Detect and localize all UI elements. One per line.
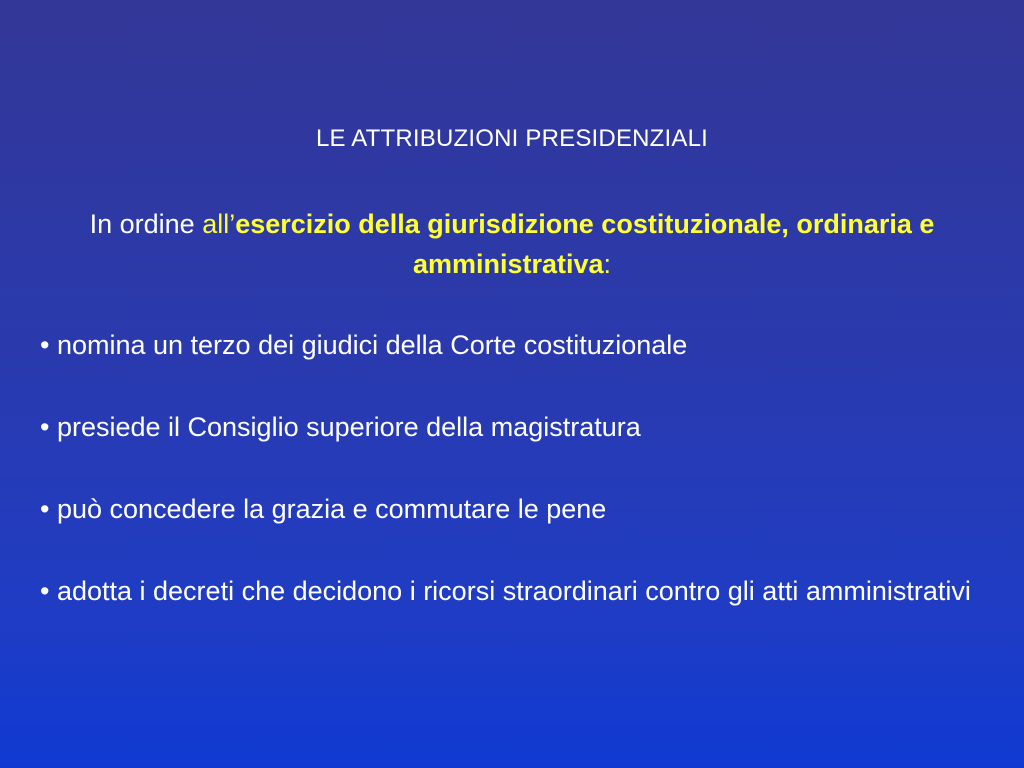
intro-prefix: In ordine xyxy=(89,209,203,239)
bullet-item: • può concedere la grazia e commutare le pene xyxy=(40,494,607,524)
intro-article: all’ xyxy=(202,209,236,239)
bullet-item: • nomina un terzo dei giudici della Corte costituzionale xyxy=(40,330,688,360)
intro-paragraph xyxy=(40,204,984,284)
intro-suffix: : xyxy=(603,249,612,279)
bullet-item: • adotta i decreti che decidono i ricorsi straordinari contro gli atti amministrativi xyxy=(40,576,971,606)
slide-title: LE ATTRIBUZIONI PRESIDENZIALI xyxy=(315,125,709,152)
bullet-item: • presiede il Consiglio superiore della magistratura xyxy=(40,412,641,442)
intro-emphasis: esercizio della giurisdizione costituzionale, ordinaria e amministrativa xyxy=(235,209,935,279)
